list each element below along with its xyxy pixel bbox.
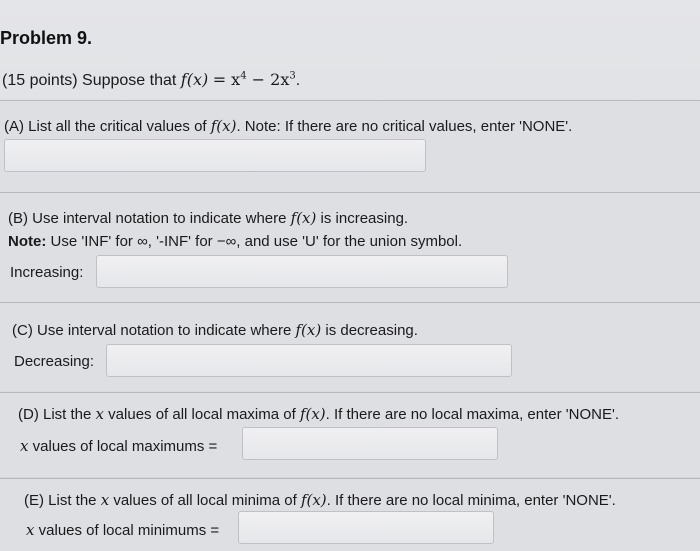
part-b-text-start: (B) Use interval notation to indicate where: [8, 210, 287, 227]
part-a-text-start: (A) List all the critical values of: [4, 118, 207, 135]
part-d-text-start: (D) List the: [18, 406, 92, 423]
local-maximums-input[interactable]: [242, 427, 498, 460]
decreasing-input[interactable]: [106, 344, 512, 377]
part-b-prompt: [8, 209, 408, 227]
part-c-section: [0, 302, 700, 391]
local-min-text: values of local minimums =: [38, 522, 220, 539]
part-e-text-start: (E) List the: [24, 492, 97, 509]
part-b-fx: f(x): [290, 209, 317, 227]
part-b-section: [0, 192, 700, 301]
part-a-prompt: [4, 117, 572, 135]
function-name: f(x): [180, 70, 209, 89]
part-a-section: [0, 100, 700, 191]
function-equals: = x: [212, 70, 241, 89]
part-d-fx: f(x): [299, 405, 326, 423]
local-minimums-input[interactable]: [238, 511, 494, 544]
local-max-label: [20, 437, 217, 455]
part-e-text-end: . If there are no local minima, enter 'NONE'.: [326, 492, 616, 509]
local-min-label: [26, 521, 219, 539]
local-max-text: values of local maximums =: [32, 438, 218, 455]
note-text: Use 'INF' for ∞, '-INF' for −∞, and use 'U' for the union symbol.: [50, 233, 463, 250]
part-c-fx: f(x): [295, 321, 322, 339]
part-d-section: [0, 392, 700, 477]
part-c-text-start: (C) Use interval notation to indicate where: [12, 322, 292, 339]
increasing-label: Increasing:: [10, 264, 84, 281]
local-min-x: x: [26, 521, 35, 539]
part-e-section: [0, 478, 700, 551]
part-d-text-mid: values of all local maxima of: [108, 406, 296, 423]
statement-period: .: [295, 72, 301, 89]
part-d-text-end: . If there are no local maxima, enter 'NONE'.: [325, 406, 619, 423]
part-d-x: x: [95, 405, 104, 423]
local-max-x: x: [20, 437, 29, 455]
exponent-three: 3: [289, 70, 296, 82]
decreasing-label: Decreasing:: [14, 353, 95, 370]
problem-title: Problem 9.: [0, 28, 93, 48]
part-a-text-end: . Note: If there are no critical values, enter 'NONE'.: [236, 118, 573, 135]
part-b-note: [8, 233, 462, 250]
part-a-fx: f(x): [210, 117, 237, 135]
part-b-text-end: is increasing.: [320, 210, 409, 227]
function-second-term: − 2x: [246, 70, 290, 89]
note-label: Note:: [8, 233, 47, 250]
exponent-four: 4: [240, 70, 247, 82]
problem-statement: [2, 70, 300, 90]
points-text: (15 points) Suppose that: [2, 72, 177, 89]
part-e-text-mid: values of all local minima of: [113, 492, 297, 509]
part-c-prompt: [12, 321, 418, 339]
part-c-text-end: is decreasing.: [325, 322, 418, 339]
part-e-fx: f(x): [300, 491, 327, 509]
part-d-prompt: [18, 405, 619, 423]
critical-values-input[interactable]: [4, 139, 426, 172]
part-e-prompt: [24, 491, 616, 509]
increasing-input[interactable]: [96, 255, 508, 288]
part-e-x: x: [100, 491, 110, 509]
